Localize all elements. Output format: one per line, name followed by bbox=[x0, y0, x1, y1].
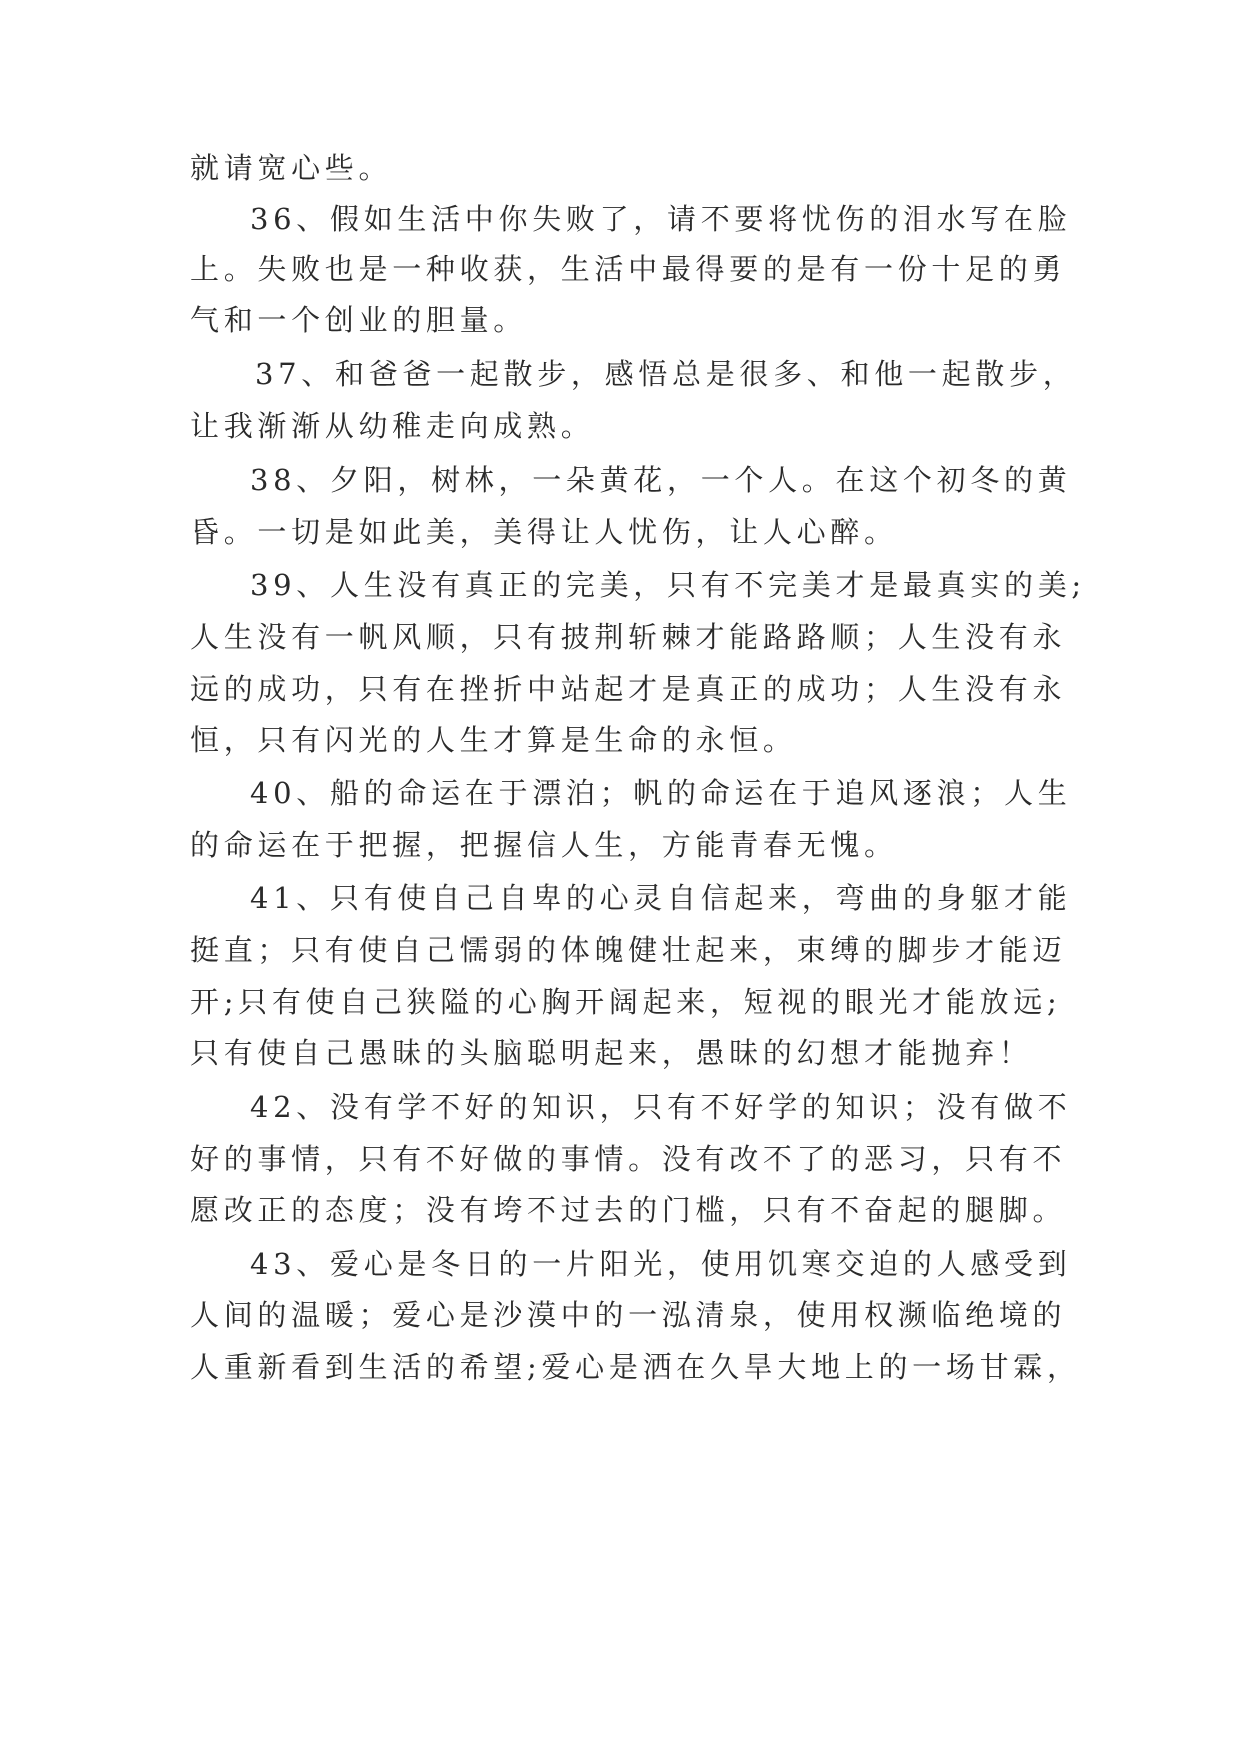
text-line: 人重新看到生活的希望;爱心是洒在久旱大地上的一场甘霖， bbox=[190, 1350, 1081, 1384]
paragraph-39-start: 39、人生没有真正的完美，只有不完美才是最真实的美; bbox=[250, 568, 1086, 602]
text-line: 让我渐渐从幼稚走向成熟。 bbox=[190, 409, 595, 443]
text-line: 愿改正的态度；没有垮不过去的门槛，只有不奋起的腿脚。 bbox=[190, 1193, 1067, 1227]
text-line: 人间的温暖；爱心是沙漠中的一泓清泉，使用权濒临绝境的 bbox=[190, 1298, 1067, 1332]
text-line: 上。失败也是一种收获，生活中最得要的是有一份十足的勇 bbox=[190, 252, 1067, 286]
text-line: 的命运在于把握，把握信人生，方能青春无愧。 bbox=[190, 828, 898, 862]
text-line: 就请宽心些。 bbox=[190, 151, 393, 185]
paragraph-43-start: 43、爱心是冬日的一片阳光，使用饥寒交迫的人感受到 bbox=[250, 1247, 1072, 1281]
text-line: 恒，只有闪光的人生才算是生命的永恒。 bbox=[190, 723, 797, 757]
text-line: 气和一个创业的胆量。 bbox=[190, 303, 528, 337]
paragraph-41-start: 41、只有使自己自卑的心灵自信起来，弯曲的身躯才能 bbox=[250, 881, 1072, 915]
paragraph-38-start: 38、夕阳，树林，一朵黄花，一个人。在这个初冬的黄 bbox=[250, 463, 1072, 497]
paragraph-37-start: 37、和爸爸一起散步，感悟总是很多、和他一起散步， bbox=[255, 357, 1077, 391]
text-line: 人生没有一帆风顺，只有披荆斩棘才能路路顺；人生没有永 bbox=[190, 620, 1067, 654]
text-line: 昏。一切是如此美，美得让人忧伤，让人心醉。 bbox=[190, 515, 898, 549]
text-line: 挺直；只有使自己懦弱的体魄健壮起来，束缚的脚步才能迈 bbox=[190, 933, 1067, 967]
paragraph-40-start: 40、船的命运在于漂泊；帆的命运在于追风逐浪；人生 bbox=[250, 776, 1072, 810]
paragraph-36-start: 36、假如生活中你失败了，请不要将忧伤的泪水写在脸 bbox=[250, 202, 1072, 236]
text-line: 远的成功，只有在挫折中站起才是真正的成功；人生没有永 bbox=[190, 672, 1067, 706]
text-line: 只有使自己愚昧的头脑聪明起来，愚昧的幻想才能抛弃！ bbox=[190, 1036, 1033, 1070]
text-line: 好的事情，只有不好做的事情。没有改不了的恶习，只有不 bbox=[190, 1142, 1067, 1176]
text-line: 开;只有使自己狭隘的心胸开阔起来，短视的眼光才能放远; bbox=[190, 985, 1062, 1019]
paragraph-42-start: 42、没有学不好的知识，只有不好学的知识；没有做不 bbox=[250, 1090, 1072, 1124]
